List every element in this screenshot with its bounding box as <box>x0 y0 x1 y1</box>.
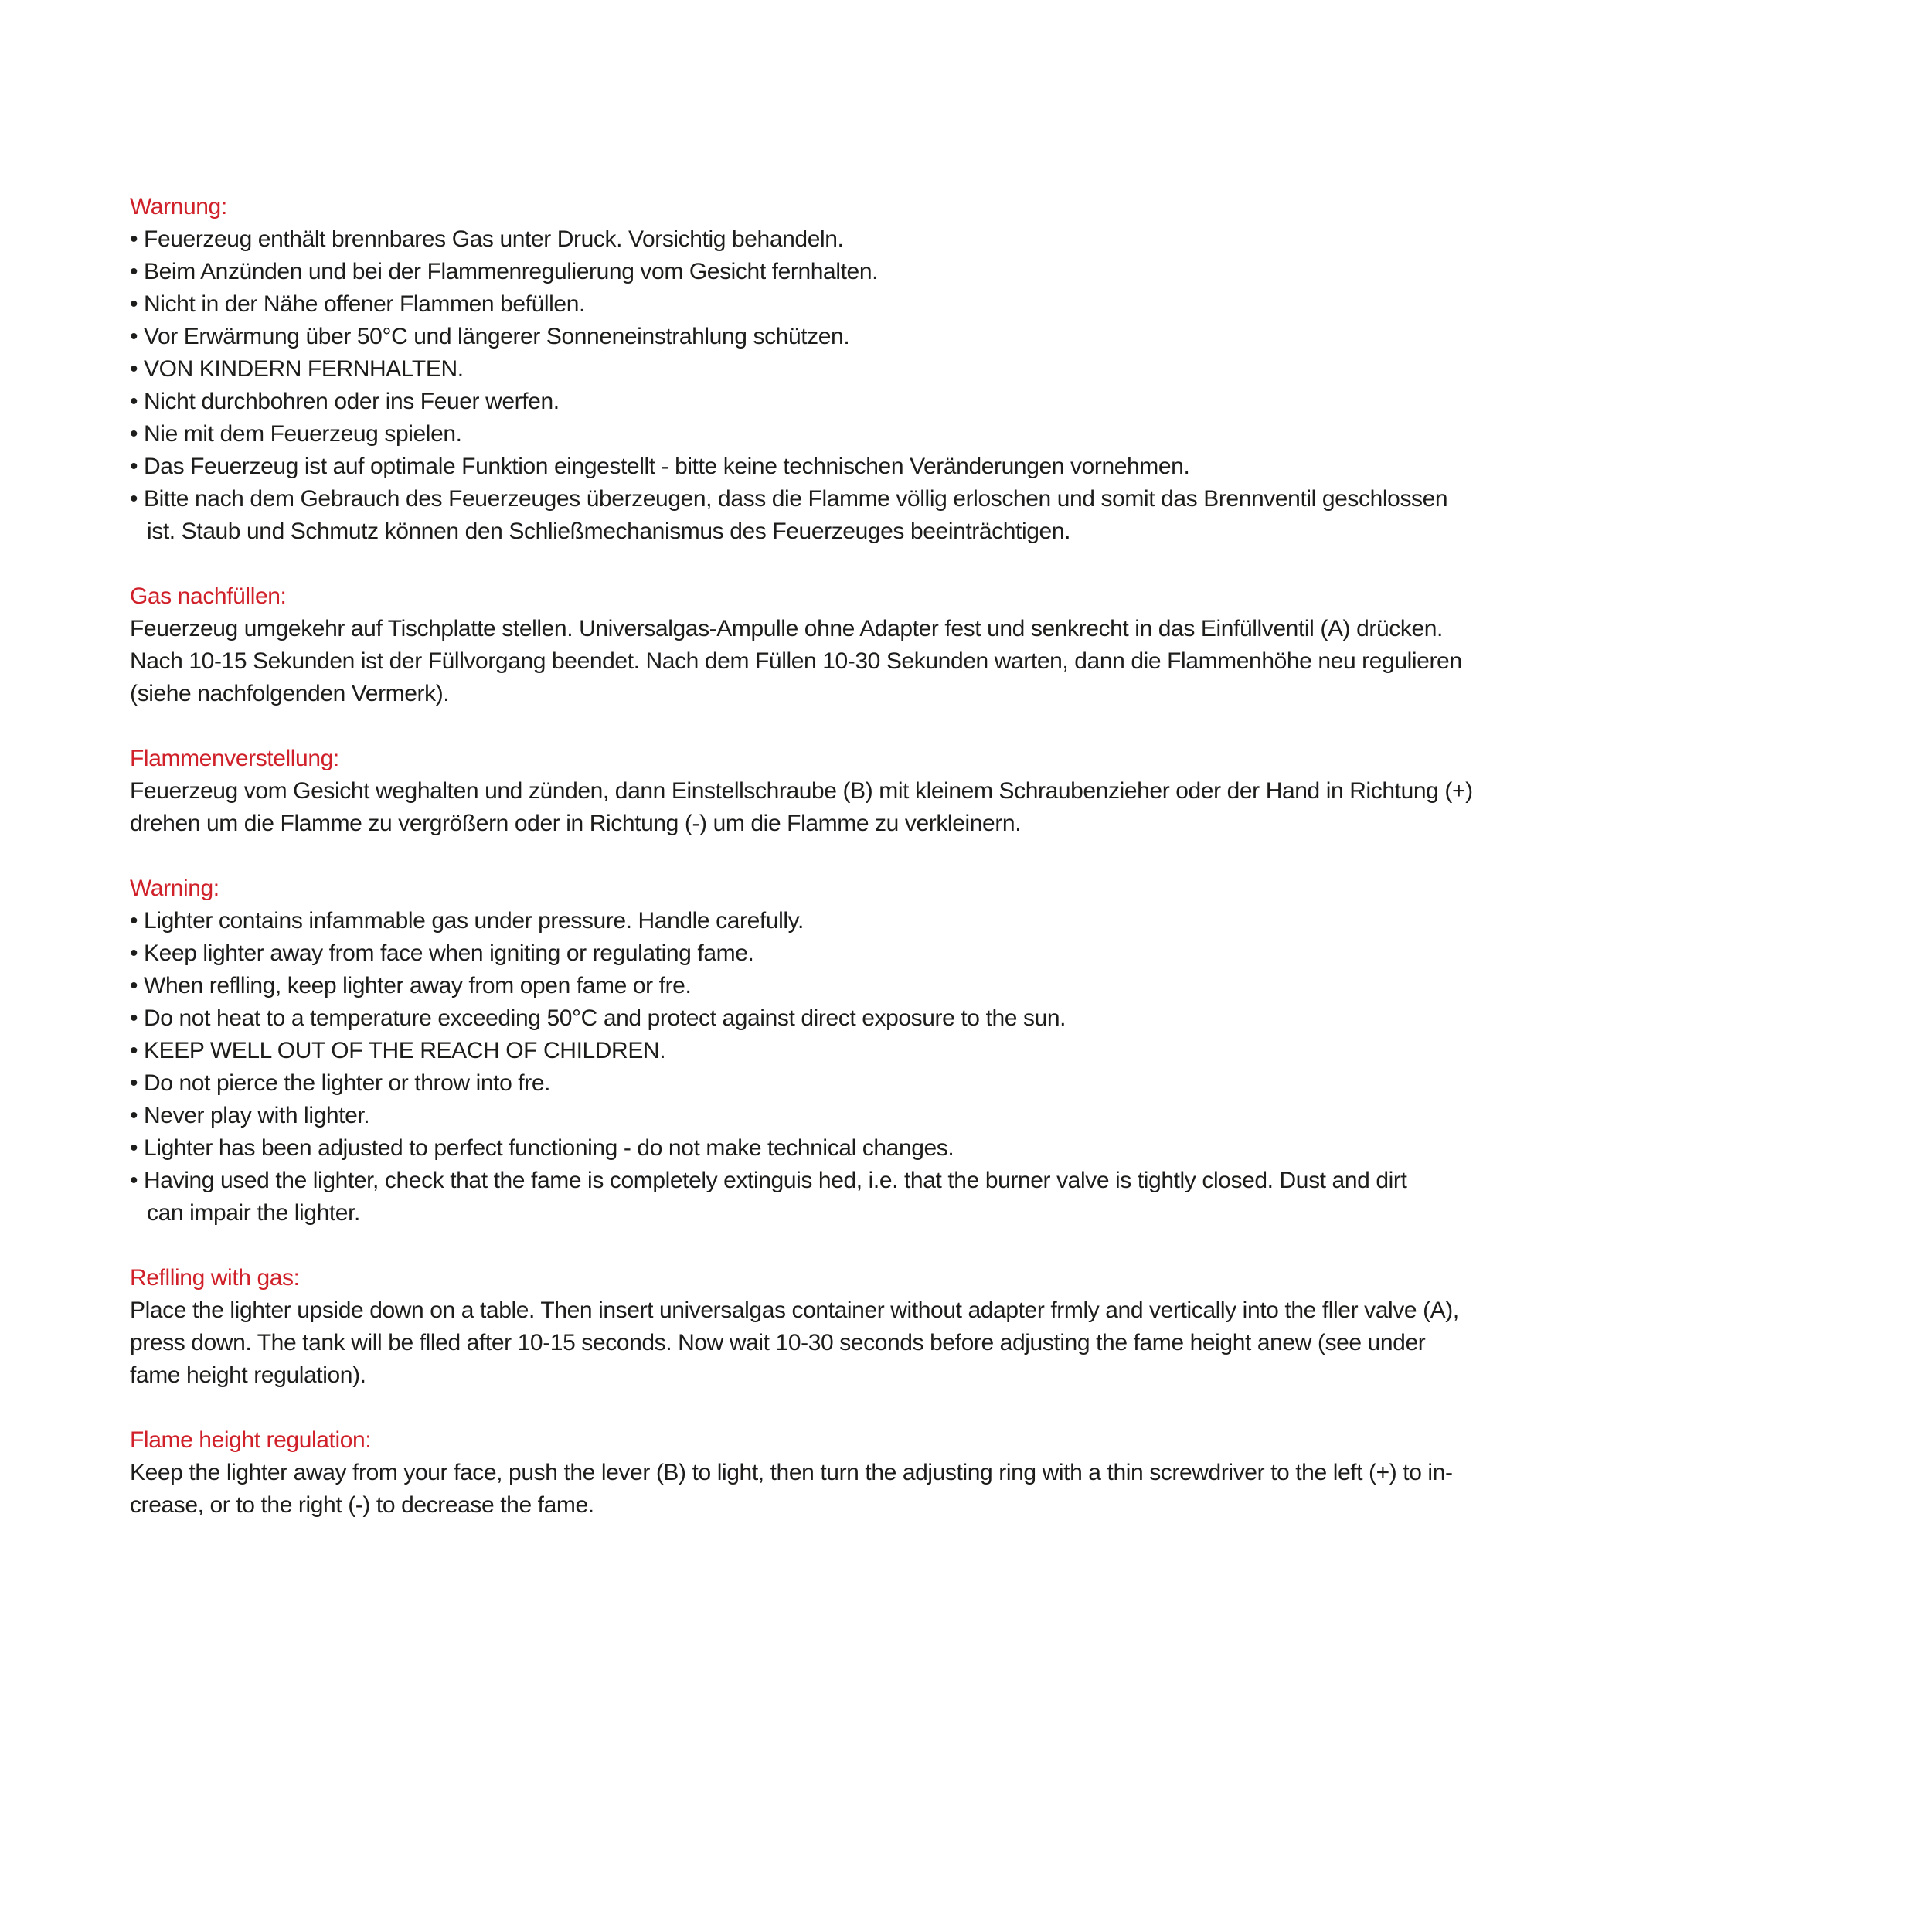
bullet-line: • Lighter has been adjusted to perfect functioning - do not make technical changes. <box>130 1135 954 1161</box>
section-flammenverstellung <box>130 743 1815 840</box>
bullet-line: • KEEP WELL OUT OF THE REACH OF CHILDREN. <box>130 1038 666 1063</box>
section-refilling-with-gas <box>130 1262 1815 1392</box>
bullet-line: • Nicht in der Nähe offener Flammen befüllen. <box>130 291 585 317</box>
continuation-line: ist. Staub und Schmutz können den Schließmechanismus des Feuerzeuges beeinträchtigen. <box>147 519 1071 544</box>
bullet-line: • Feuerzeug enthält brennbares Gas unter Druck. Vorsichtig behandeln. <box>130 226 844 252</box>
text-line: Place the lighter upside down on a table. Then insert universalgas container without adapter frmly and vertically into the fller valve (A), <box>130 1298 1459 1323</box>
bullet-line: • Keep lighter away from face when igniting or regulating fame. <box>130 940 754 966</box>
text-line: press down. The tank will be flled after 10-15 seconds. Now wait 10-30 seconds before adjusting the fame height anew (see under <box>130 1330 1426 1355</box>
bullet-line: • Do not pierce the lighter or throw into fre. <box>130 1070 551 1096</box>
section-heading: Flammenverstellung: <box>130 746 339 771</box>
section-warning-english <box>130 872 1815 1230</box>
text-line: fame height regulation). <box>130 1362 366 1388</box>
section-heading: Gas nachfüllen: <box>130 583 287 609</box>
text-line: (siehe nachfolgenden Vermerk). <box>130 681 450 706</box>
bullet-line: • Vor Erwärmung über 50°C und längerer Sonneneinstrahlung schützen. <box>130 324 850 349</box>
bullet-line: • Nie mit dem Feuerzeug spielen. <box>130 421 462 447</box>
bullet-line: • VON KINDERN FERNHALTEN. <box>130 356 464 382</box>
bullet-line: • Lighter contains infammable gas under pressure. Handle carefully. <box>130 908 804 934</box>
section-gas-nachfuellen <box>130 580 1815 710</box>
section-warnung-german <box>130 191 1815 548</box>
section-flame-height-regulation <box>130 1424 1815 1522</box>
text-line: drehen um die Flamme zu vergrößern oder in Richtung (-) um die Flamme zu verkleinern. <box>130 811 1022 836</box>
section-heading: Flame height regulation: <box>130 1427 372 1453</box>
bullet-line: • Nicht durchbohren oder ins Feuer werfen. <box>130 389 560 414</box>
text-line: Nach 10-15 Sekunden ist der Füllvorgang beendet. Nach dem Füllen 10-30 Sekunden warten, dann die Flammenhöhe neu regulieren <box>130 648 1462 674</box>
section-heading: Warnung: <box>130 194 227 219</box>
bullet-line: • Bitte nach dem Gebrauch des Feuerzeuges überzeugen, dass die Flamme völlig erloschen und somit das Brennventil geschlossen <box>130 486 1448 512</box>
bullet-line: • When reflling, keep lighter away from open fame or fre. <box>130 973 692 998</box>
bullet-line: • Beim Anzünden und bei der Flammenregulierung vom Gesicht fernhalten. <box>130 259 879 284</box>
section-heading: Warning: <box>130 876 219 901</box>
section-heading: Reflling with gas: <box>130 1265 300 1291</box>
text-line: crease, or to the right (-) to decrease the fame. <box>130 1492 594 1518</box>
continuation-line: can impair the lighter. <box>147 1200 360 1226</box>
text-line: Feuerzeug vom Gesicht weghalten und zünden, dann Einstellschraube (B) mit kleinem Schraubenzieher oder der Hand in Richtung (+) <box>130 778 1473 804</box>
bullet-line: • Das Feuerzeug ist auf optimale Funktion eingestellt - bitte keine technischen Veränderungen vornehmen. <box>130 454 1190 479</box>
instruction-text-block <box>130 191 1815 1554</box>
bullet-line: • Do not heat to a temperature exceeding 50°C and protect against direct exposure to the sun. <box>130 1005 1066 1031</box>
text-line: Keep the lighter away from your face, push the lever (B) to light, then turn the adjusting ring with a thin screwdriver to the left (+) to in- <box>130 1460 1453 1485</box>
bullet-line: • Never play with lighter. <box>130 1103 370 1128</box>
text-line: Feuerzeug umgekehr auf Tischplatte stellen. Universalgas-Ampulle ohne Adapter fest und senkrecht in das Einfüllventil (A) drücken. <box>130 616 1443 641</box>
bullet-line: • Having used the lighter, check that the fame is completely extinguis hed, i.e. that the burner valve is tightly closed. Dust and dirt <box>130 1168 1407 1193</box>
